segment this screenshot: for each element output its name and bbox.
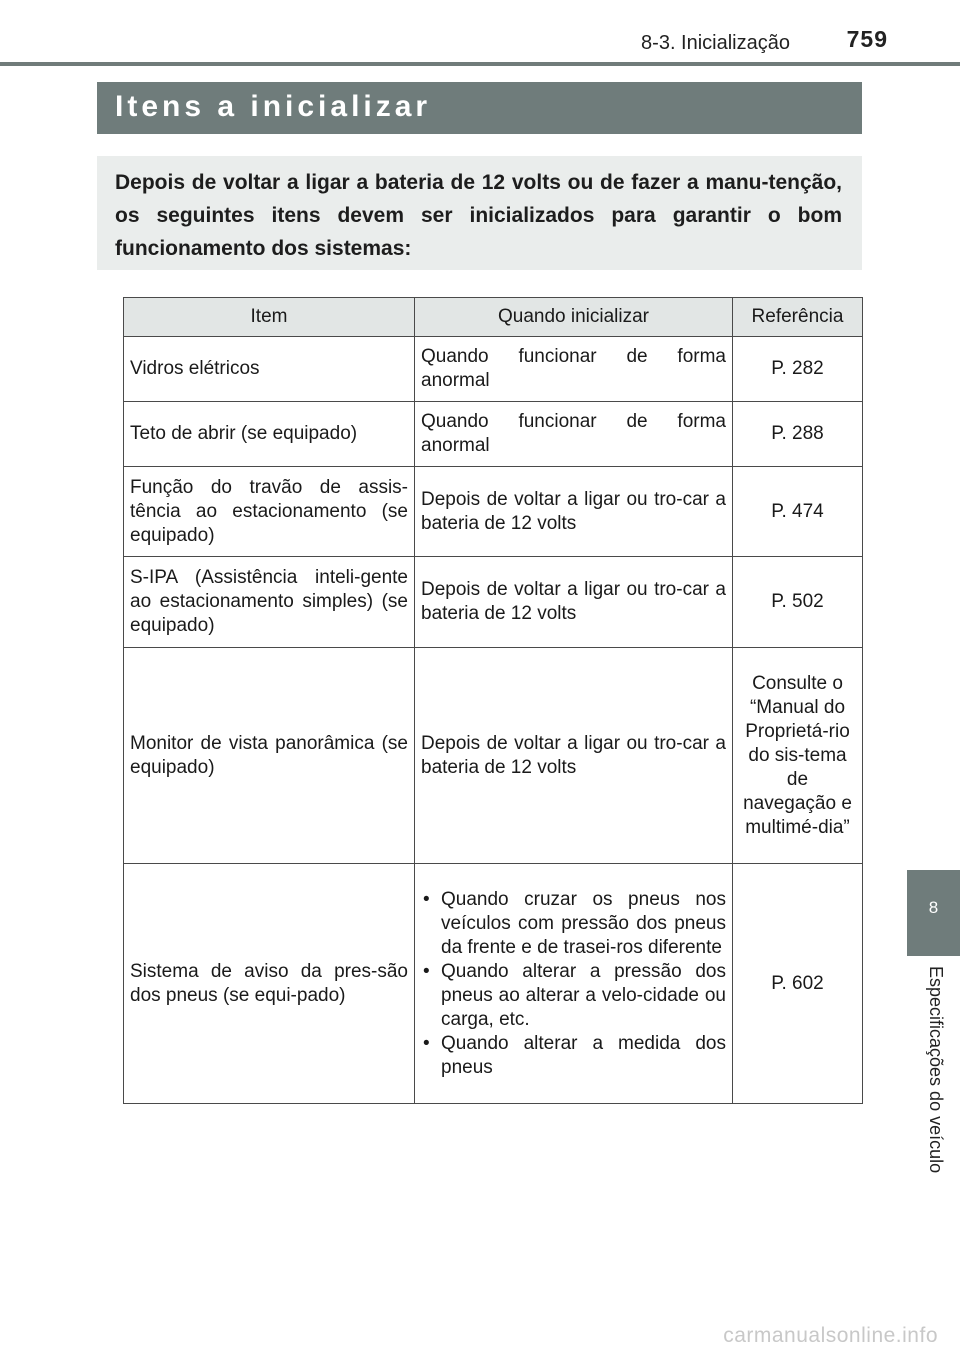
item-cell: Função do travão de assis-tência ao estacionamento (se equipado) — [124, 467, 415, 557]
reference-cell: Consulte o “Manual do Proprietá-rio do sis-tema de navegação e multimé-dia” — [733, 648, 863, 864]
section-title: Itens a inicializar — [115, 90, 432, 123]
when-cell: Depois de voltar a ligar ou tro-car a bateria de 12 volts — [415, 557, 733, 648]
item-cell: Monitor de vista panorâmica (se equipado) — [124, 648, 415, 864]
reference-cell: P. 602 — [733, 864, 863, 1104]
when-cell: Quando funcionar de forma anormal — [415, 402, 733, 467]
table-row — [124, 337, 863, 402]
when-list-item: • Quando cruzar os pneus nos veículos com pressão dos pneus da frente e de trasei-ros diferente — [421, 888, 726, 960]
table-row — [124, 557, 863, 648]
chapter-title: Especificações do veículo — [926, 966, 946, 1174]
when-list-item: • Quando alterar a medida dos pneus — [421, 1032, 726, 1080]
when-list — [421, 888, 726, 1080]
chapter-number: 8 — [928, 898, 939, 917]
reference-cell: P. 288 — [733, 402, 863, 467]
chapter-tab — [907, 870, 960, 956]
when-cell: Quando funcionar de forma anormal — [415, 337, 733, 402]
intro-text: Depois de voltar a ligar a bateria de 12 volts ou de fazer a manu-tenção, os seguintes itens devem ser inicializados para garantir o bom funcionamento dos sistemas: — [115, 171, 842, 260]
watermark: carmanualsonline.info — [723, 1324, 938, 1347]
table-row — [124, 648, 863, 864]
reference-cell: P. 474 — [733, 467, 863, 557]
reference-cell: P. 282 — [733, 337, 863, 402]
item-cell: Teto de abrir (se equipado) — [124, 402, 415, 467]
reference-cell: P. 502 — [733, 557, 863, 648]
intro-box — [97, 156, 862, 270]
when-list-item: • Quando alterar a pressão dos pneus ao alterar a velo-cidade ou carga, etc. — [421, 960, 726, 1032]
table-row — [124, 467, 863, 557]
table-row — [124, 402, 863, 467]
page-header — [0, 0, 960, 62]
item-cell: S-IPA (Assistência inteli-gente ao estacionamento simples) (se equipado) — [124, 557, 415, 648]
column-header-item: Item — [124, 298, 415, 337]
when-cell — [415, 864, 733, 1104]
table-header-row — [124, 298, 863, 337]
item-cell: Vidros elétricos — [124, 337, 415, 402]
table-row — [124, 864, 863, 1104]
page-number: 759 — [846, 26, 888, 52]
section-title-bar — [97, 82, 862, 134]
column-header-when: Quando inicializar — [415, 298, 733, 337]
when-cell: Depois de voltar a ligar ou tro-car a bateria de 12 volts — [415, 648, 733, 864]
header-divider — [0, 62, 960, 66]
column-header-reference: Referência — [733, 298, 863, 337]
initialization-table — [123, 297, 863, 1104]
item-cell: Sistema de aviso da pres-são dos pneus (se equi-pado) — [124, 864, 415, 1104]
section-reference: 8-3. Inicialização — [641, 32, 790, 54]
when-cell: Depois de voltar a ligar ou tro-car a bateria de 12 volts — [415, 467, 733, 557]
